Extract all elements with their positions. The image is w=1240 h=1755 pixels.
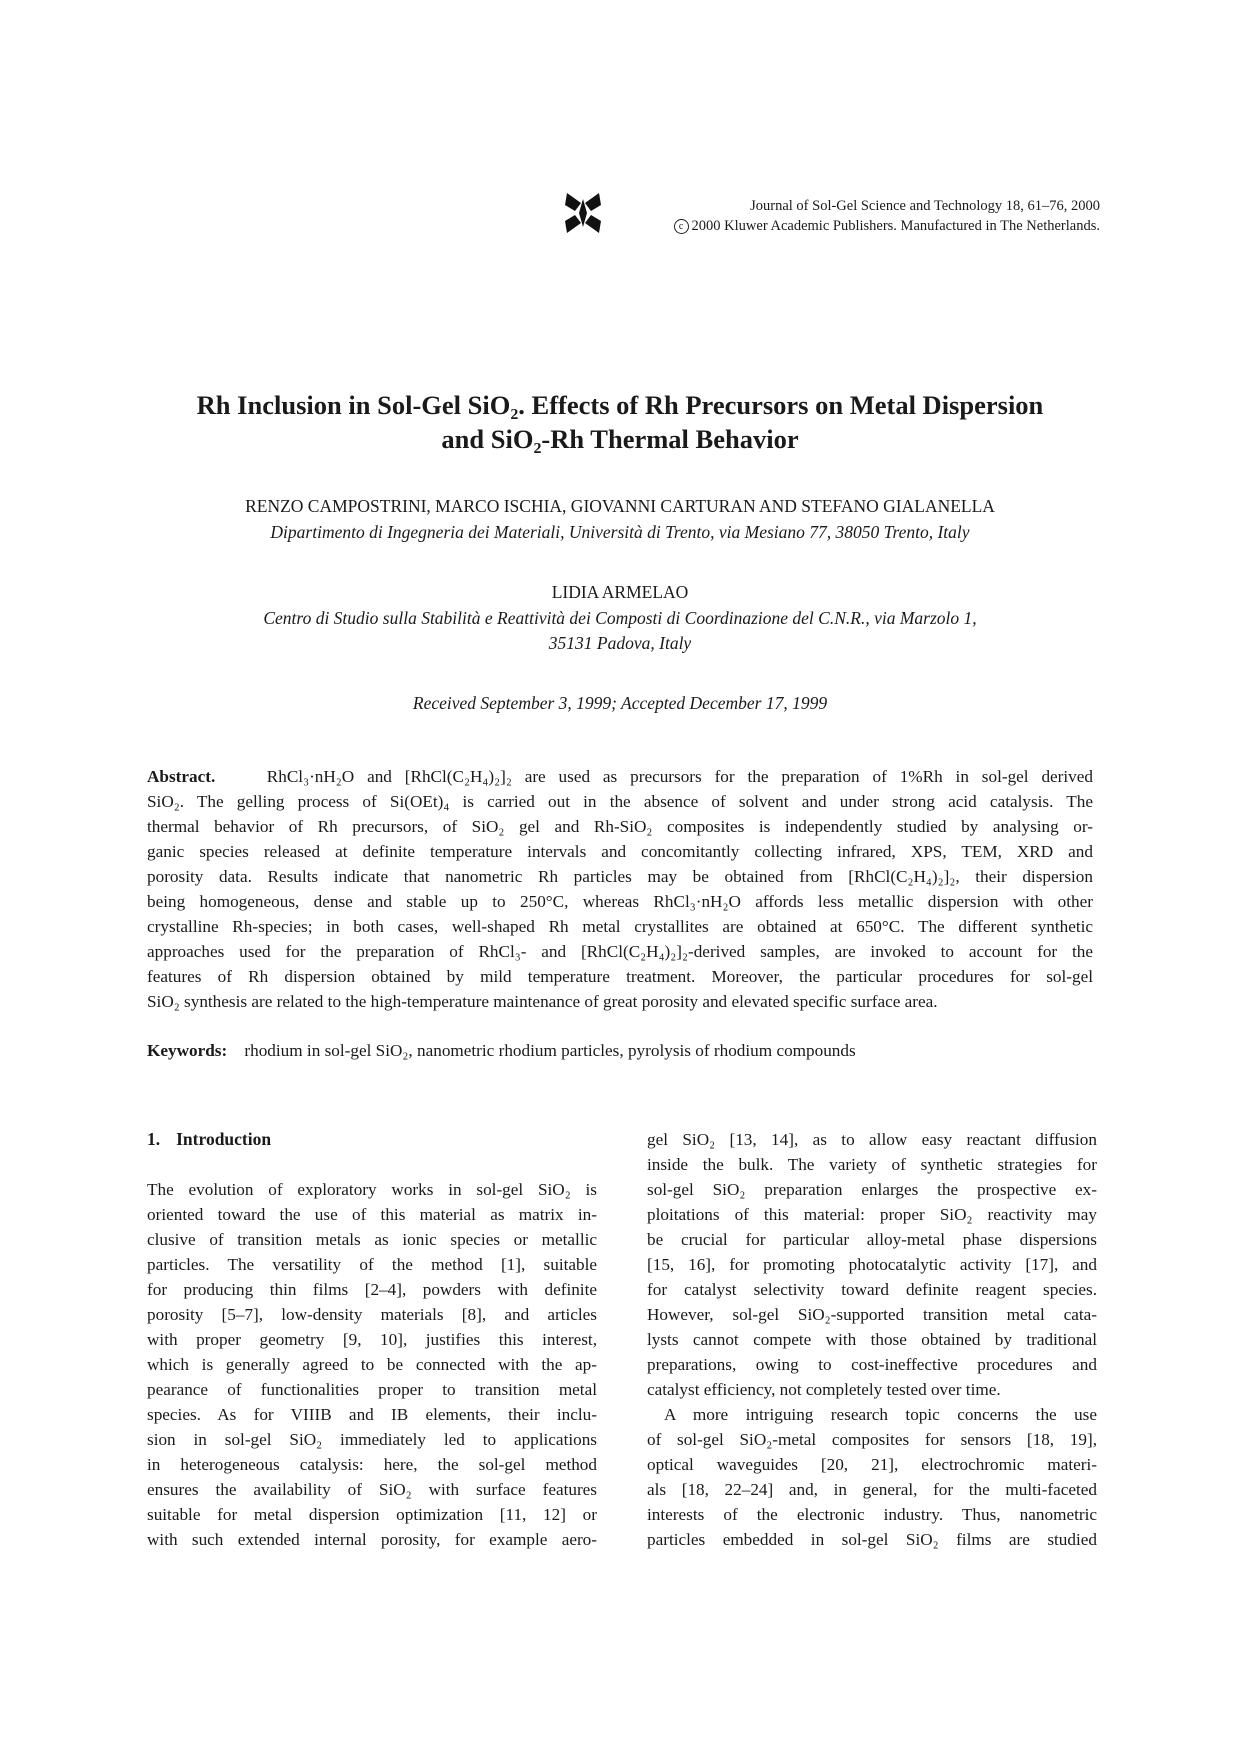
kluwer-logo-icon: [563, 191, 603, 235]
text-line: als [18, 22–24] and, in general, for the multi-faceted: [647, 1480, 1097, 1499]
journal-line: Journal of Sol-Gel Science and Technology 18, 61–76, 2000: [750, 198, 1100, 214]
keywords-label: Keywords:: [147, 1041, 228, 1060]
affiliation-2-line-1: Centro di Studio sulla Stabilità e Reattività dei Composti di Coordinazione del C.N.R., via Marzolo 1,: [263, 608, 977, 628]
text-line: preparations, owing to cost-ineffective procedures and: [647, 1355, 1097, 1374]
text-line: ploitations of this material: proper SiO₂ reactivity may: [647, 1205, 1097, 1224]
authors-group-1: RENZO CAMPOSTRINI, MARCO ISCHIA, GIOVANNI CARTURAN AND STEFANO GIALANELLA: [245, 496, 995, 516]
text-line: particles embedded in sol-gel SiO₂ films are studied: [647, 1530, 1097, 1549]
left-column: [147, 1127, 597, 1552]
section-number: 1.: [147, 1129, 161, 1149]
text-line: sion in sol-gel SiO₂ immediately led to applications: [147, 1430, 597, 1449]
keywords: [147, 1041, 1093, 1061]
text-line: gel SiO₂ [13, 14], as to allow easy reactant diffusion: [647, 1130, 1097, 1149]
abstract-line: thermal behavior of Rh precursors, of SiO₂ gel and Rh-SiO₂ composites is independently studied by analysing or-: [147, 817, 1093, 836]
text-line: in heterogeneous catalysis: here, the sol-gel method: [147, 1455, 597, 1474]
abstract-line: [147, 764, 1093, 789]
section-heading: [147, 1127, 597, 1152]
paper-title: [140, 388, 1100, 456]
abstract-line: crystalline Rh-species; in both cases, well-shaped Rh metal crystallites are obtained at 650°C. The different synthetic: [147, 917, 1093, 936]
text-line: oriented toward the use of this material as matrix in-: [147, 1205, 597, 1224]
text-line: for producing thin films [2–4], powders with definite: [147, 1280, 597, 1299]
abstract-label: Abstract.: [147, 767, 216, 786]
text-line: lysts cannot compete with those obtained by traditional: [647, 1330, 1097, 1349]
copyright-line: [674, 216, 1100, 236]
right-column: [647, 1127, 1097, 1552]
text-line: ensures the availability of SiO₂ with surface features: [147, 1480, 597, 1499]
text-line: species. As for VIIIB and IB elements, their inclu-: [147, 1405, 597, 1424]
intro-paragraph-1: [147, 1177, 597, 1552]
keywords-text: rhodium in sol-gel SiO₂, nanometric rhodium particles, pyrolysis of rhodium compounds: [244, 1041, 856, 1060]
text-line: catalyst efficiency, not completely tested over time.: [647, 1380, 1001, 1399]
received-dates: Received September 3, 1999; Accepted December 17, 1999: [412, 693, 828, 713]
abstract-line: porosity data. Results indicate that nanometric Rh particles may be obtained from [RhCl(C₂H₄)₂]₂, their dispersion: [147, 867, 1093, 886]
abstract-line: being homogeneous, dense and stable up to 250°C, whereas RhCl₃·nH₂O affords less metallic dispersion with other: [147, 892, 1093, 911]
text-line: pearance of functionalities proper to transition metal: [147, 1380, 597, 1399]
abstract-line: SiO₂ synthesis are related to the high-temperature maintenance of great porosity and elevated specific surface area.: [147, 992, 938, 1011]
affiliation-2-line-2: 35131 Padova, Italy: [548, 633, 692, 653]
text-line: clusive of transition metals as ionic species or metallic: [147, 1230, 597, 1249]
text-line: with proper geometry [9, 10], justifies this interest,: [147, 1330, 597, 1349]
copyright-text: 2000 Kluwer Academic Publishers. Manufactured in The Netherlands.: [691, 218, 1100, 234]
abstract-line: features of Rh dispersion obtained by mild temperature treatment. Moreover, the particular procedures for sol-gel: [147, 967, 1093, 986]
text-line: porosity [5–7], low-density materials [8], and articles: [147, 1305, 597, 1324]
abstract-text: RhCl₃·nH₂O and [RhCl(C₂H₄)₂]₂ are used as precursors for the preparation of 1%Rh in sol-gel derived: [266, 767, 1094, 786]
text-line: with such extended internal porosity, for example aero-: [147, 1530, 597, 1549]
text-line: suitable for metal dispersion optimization [11, 12] or: [147, 1505, 597, 1524]
journal-citation: [674, 196, 1100, 236]
text-line: [15, 16], for promoting photocatalytic activity [17], and: [647, 1255, 1097, 1274]
abstract: [147, 764, 1093, 1014]
title-line-1: Rh Inclusion in Sol-Gel SiO₂. Effects of Rh Precursors on Metal Dispersion: [196, 390, 1044, 420]
abstract-line: ganic species released at definite temperature intervals and concomitantly collecting infrared, XPS, TEM, XRD and: [147, 842, 1093, 861]
text-line: The evolution of exploratory works in sol-gel SiO₂ is: [147, 1180, 597, 1199]
affiliation-2: [140, 606, 1100, 656]
text-line: optical waveguides [20, 21], electrochromic materi-: [647, 1455, 1097, 1474]
intro-paragraph-1-cont: [647, 1127, 1097, 1402]
text-line: which is generally agreed to be connected with the ap-: [147, 1355, 597, 1374]
text-line: However, sol-gel SiO₂-supported transition metal cata-: [647, 1305, 1097, 1324]
text-line: inside the bulk. The variety of synthetic strategies for: [647, 1155, 1097, 1174]
text-line: of sol-gel SiO₂-metal composites for sensors [18, 19],: [647, 1430, 1097, 1449]
intro-paragraph-2: [647, 1402, 1097, 1552]
text-line: interests of the electronic industry. Thus, nanometric: [647, 1505, 1097, 1524]
text-line: sol-gel SiO₂ preparation enlarges the prospective ex-: [647, 1180, 1097, 1199]
abstract-line: SiO₂. The gelling process of Si(OEt)₄ is carried out in the absence of solvent and under strong acid catalysis. The: [147, 792, 1093, 811]
authors-group-2: LIDIA ARMELAO: [551, 582, 689, 602]
section-title: Introduction: [176, 1129, 272, 1149]
text-line: be crucial for particular alloy-metal phase dispersions: [647, 1230, 1097, 1249]
text-line: for catalyst selectivity toward definite reagent species.: [647, 1280, 1097, 1299]
copyright-icon: c: [674, 219, 689, 234]
abstract-line: approaches used for the preparation of RhCl₃- and [RhCl(C₂H₄)₂]₂-derived samples, are invoked to account for the: [147, 942, 1093, 961]
text-line: A more intriguing research topic concerns the use: [664, 1405, 1097, 1424]
affiliation-1: Dipartimento di Ingegneria dei Materiali, Università di Trento, via Mesiano 77, 38050 Trento, Italy: [270, 522, 970, 542]
text-line: particles. The versatility of the method [1], suitable: [147, 1255, 597, 1274]
title-line-2: and SiO₂-Rh Thermal Behavior: [441, 424, 799, 454]
